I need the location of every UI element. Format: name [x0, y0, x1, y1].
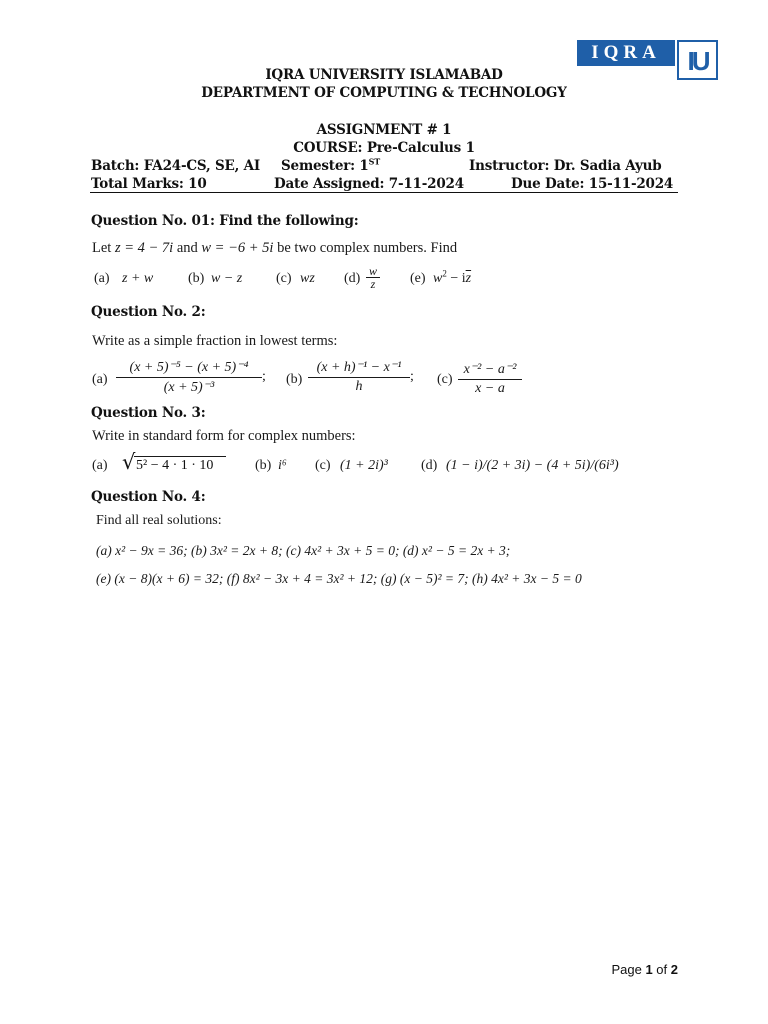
logo-wordmark: IQRA: [577, 40, 675, 66]
question-1-intro: Let z = 4 − 7i and w = −6 + 5i be two complex numbers. Find: [92, 240, 458, 256]
q2-b-denominator: h: [355, 379, 363, 394]
question-4-heading: Question No. 4:: [91, 489, 206, 505]
university-name: IQRA UNIVERSITY ISLAMABAD: [265, 67, 503, 83]
q3-part-b-label: (b): [255, 458, 272, 473]
q3-part-d-expr: (1 − i)/(2 + 3i) − (4 + 5i)/(6i³): [446, 458, 619, 473]
q2-b-numerator: (x + h)⁻¹ − x⁻¹: [316, 360, 402, 375]
q4-line-1: (a) x² − 9x = 36; (b) 3x² = 2x + 8; (c) 4x² + 3x + 5 = 0; (d) x² − 5 = 2x + 3;: [96, 543, 511, 558]
assignment-title: ASSIGNMENT # 1: [316, 122, 452, 138]
q3-part-c-expr: (1 + 2i)³: [340, 458, 388, 473]
department-name: DEPARTMENT OF COMPUTING & TECHNOLOGY: [201, 85, 567, 101]
q2-a-denominator: (x + 5)⁻³: [163, 380, 215, 395]
question-2-intro: Write as a simple fraction in lowest terms:: [92, 333, 338, 349]
q3-part-c-label: (c): [315, 458, 331, 473]
semester-suffix: ST: [368, 156, 380, 167]
q2-a-numerator: (x + 5)⁻⁵ − (x + 5)⁻⁴: [129, 360, 249, 375]
q2-part-b-fraction: [308, 359, 410, 395]
q1-part-e-label: (e): [410, 271, 426, 286]
course-title: COURSE: Pre-Calculus 1: [293, 140, 475, 156]
semester-info: [281, 158, 380, 174]
q2-part-c-fraction: [458, 361, 522, 397]
q1-part-a-label: (a): [94, 271, 110, 286]
q1-part-c-label: (c): [276, 271, 292, 286]
date-assigned: Date Assigned: 7-11-2024: [274, 176, 464, 192]
q2-c-numerator: x⁻² − a⁻²: [463, 362, 517, 377]
batch-info: Batch: FA24-CS, SE, AI: [91, 158, 261, 174]
header-divider: [90, 192, 678, 193]
q1-part-a-expr: z + w: [122, 271, 154, 286]
q3-a-radicand: 5² − 4 · 1 · 10: [136, 458, 214, 473]
question-3-heading: Question No. 3:: [91, 405, 206, 421]
q1-part-d-label: (d): [344, 271, 361, 286]
question-4-intro: Find all real solutions:: [96, 513, 222, 528]
instructor-info: Instructor: Dr. Sadia Ayub: [469, 158, 662, 174]
question-1-heading: Question No. 01: Find the following:: [91, 213, 359, 229]
q2-separator-2: ;: [410, 369, 414, 384]
q3-part-a-sqrt: [122, 450, 226, 476]
q3-part-a-label: (a): [92, 458, 108, 473]
due-date: Due Date: 15-11-2024: [511, 176, 674, 192]
q3-part-b-expr: i⁶: [278, 458, 287, 473]
logo-mark: IU: [677, 40, 718, 80]
semester-label: Semester: 1: [281, 158, 369, 174]
q1-part-b-expr: w − z: [211, 271, 243, 286]
question-3-intro: Write in standard form for complex numbers:: [92, 428, 356, 444]
question-2-heading: Question No. 2:: [91, 304, 206, 320]
q2-part-a-fraction: [116, 359, 262, 396]
radical-sign-icon: √: [122, 450, 136, 474]
q2-separator: ;: [262, 369, 266, 384]
q1-part-b-label: (b): [188, 271, 205, 286]
w-definition: w = −6 + 5i: [201, 240, 274, 256]
q2-part-a-label: (a): [92, 372, 108, 387]
q2-c-denominator: x − a: [475, 381, 505, 396]
page-number: Page 1 of 2: [611, 962, 678, 977]
total-marks: Total Marks: 10: [91, 176, 207, 192]
q4-line-2: (e) (x − 8)(x + 6) = 32; (f) 8x² − 3x + 4 = 3x² + 12; (g) (x − 5)² = 7; (h) 4x² + 3x − 5 = 0: [96, 571, 582, 586]
q2-part-c-label: (c): [437, 372, 453, 387]
q3-part-d-label: (d): [421, 458, 438, 473]
z-definition: z = 4 − 7i: [114, 240, 174, 256]
q1-part-c-expr: wz: [300, 271, 315, 286]
q2-part-b-label: (b): [286, 372, 303, 387]
q1-part-e-expr: $w^2 - i\overline{z}$: [433, 268, 472, 286]
q1-part-d-fraction: w z: [366, 265, 380, 290]
